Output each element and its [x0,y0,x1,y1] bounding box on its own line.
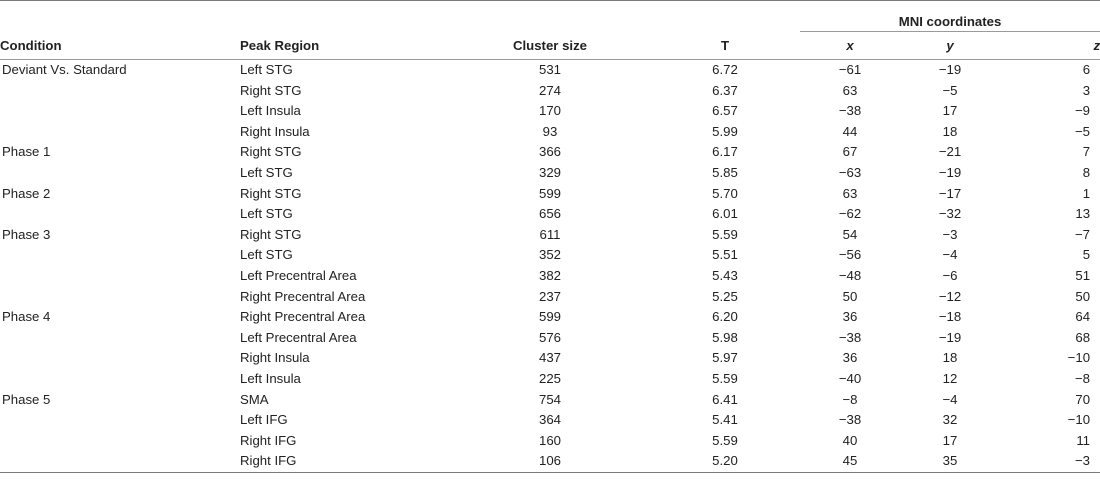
cluster-size-cell: 170 [538,103,561,119]
table-row [0,410,1100,431]
condition-cell: Deviant Vs. Standard [2,62,127,77]
peak-region-cell: Right Precentral Area [240,309,366,325]
z-coordinate-cell: −8 [1074,370,1091,386]
peak-region-cell: Right STG [240,226,302,242]
cluster-size-cell: 599 [538,185,561,201]
peak-region-cell: Right Insula [240,123,310,139]
x-coordinate-cell: −38 [838,329,862,345]
t-value-cell: 6.01 [712,206,738,222]
t-value-cell: 5.59 [712,432,738,448]
peak-region-cell: Right STG [240,144,302,160]
peak-region-header: Peak Region [240,32,450,60]
peak-region-cell: Left Insula [240,370,301,386]
condition-cell [0,266,240,287]
cluster-size-cell: 611 [539,226,561,242]
x-coordinate-cell: 36 [842,309,858,325]
cluster-size-cell: 225 [538,370,561,386]
z-coordinate-cell: 68 [1075,329,1091,345]
z-coordinate-cell: 6 [1082,62,1091,77]
y-coordinate-cell: −4 [942,391,958,407]
x-coordinate-cell: −48 [838,267,862,283]
y-coordinate-cell: 32 [942,412,958,428]
cluster-size-header: Cluster size [450,32,650,60]
z-coordinate-cell: 7 [1082,144,1091,160]
x-coordinate-cell: 40 [842,432,858,448]
x-header: x [800,32,900,60]
y-coordinate-cell: 12 [942,370,958,386]
cluster-size-cell: 366 [538,144,561,160]
condition-cell [0,348,240,369]
condition-cell [0,81,240,102]
condition-cell [0,101,240,122]
peak-region-cell: SMA [240,391,269,407]
x-coordinate-cell: 50 [842,288,858,304]
x-coordinate-cell: −63 [838,164,862,180]
table-row [0,81,1100,102]
condition-cell: Phase 4 [2,309,51,325]
cluster-size-cell: 576 [538,329,561,345]
t-header: T [650,32,800,60]
t-value-cell: 5.51 [712,247,738,263]
table-row [0,307,1100,328]
cluster-size-cell: 237 [538,288,561,304]
z-coordinate-cell: −10 [1067,350,1091,366]
z-coordinate-cell: −10 [1067,412,1091,428]
cluster-size-cell: 531 [538,62,561,77]
x-coordinate-cell: 63 [842,82,858,98]
mni-coordinates-header: MNI coordinates [800,1,1100,32]
y-coordinate-cell: −17 [938,185,962,201]
condition-cell [0,369,240,390]
cluster-size-cell: 437 [538,350,561,366]
t-value-cell: 5.70 [712,185,738,201]
t-value-cell: 6.72 [712,62,738,77]
t-value-cell: 6.37 [712,82,738,98]
y-coordinate-cell: −6 [942,267,958,283]
table-row [0,348,1100,369]
peak-region-cell: Left Precentral Area [240,329,357,345]
x-coordinate-cell: −61 [838,62,862,77]
peak-region-cell: Left STG [240,206,293,222]
condition-cell: Phase 2 [2,185,51,201]
table-row [0,328,1100,349]
table-row [0,287,1100,308]
x-coordinate-cell: 44 [842,123,858,139]
table-row [0,101,1100,122]
t-value-cell: 6.57 [712,103,738,119]
t-value-cell: 6.17 [712,144,738,160]
x-coordinate-cell: 67 [842,144,858,160]
peak-region-cell: Left STG [240,164,293,180]
peak-region-cell: Left STG [240,62,293,77]
peak-region-cell: Left STG [240,247,293,263]
condition-cell [0,431,240,452]
t-value-cell: 5.25 [712,288,738,304]
condition-cell [0,204,240,225]
peak-region-cell: Right IFG [240,432,297,448]
peak-region-cell: Right Insula [240,350,310,366]
cluster-size-cell: 106 [450,451,650,472]
condition-cell [0,451,240,472]
t-value-cell: 5.99 [712,123,738,139]
cluster-size-cell: 93 [542,123,558,139]
cluster-size-cell: 160 [538,432,561,448]
peak-region-cell: Left Insula [240,103,301,119]
cluster-size-cell: 329 [538,164,561,180]
peak-region-cell: Right IFG [240,451,450,472]
z-coordinate-cell: 64 [1075,309,1091,325]
t-value-cell: 5.20 [650,451,800,472]
t-value-cell: 5.85 [712,164,738,180]
condition-cell [0,122,240,143]
cluster-size-cell: 352 [538,247,561,263]
x-coordinate-cell: −62 [838,206,862,222]
condition-cell [0,245,240,266]
table-body [0,60,1100,473]
t-value-cell: 6.20 [712,309,738,325]
x-coordinate-cell: 63 [842,185,858,201]
z-coordinate-cell: −7 [1074,226,1091,242]
table-row [0,122,1100,143]
y-coordinate-cell: 35 [900,451,1000,472]
cluster-size-cell: 274 [538,82,561,98]
t-value-cell: 5.59 [712,370,738,386]
t-value-cell: 5.98 [712,329,738,345]
t-value-cell: 5.97 [712,350,738,366]
z-header: z [1000,32,1100,60]
table-header [0,1,1100,60]
table-row [0,266,1100,287]
condition-cell: Phase 5 [2,391,51,407]
peak-region-cell: Right STG [240,185,302,201]
table-row [0,142,1100,163]
y-coordinate-cell: 18 [942,350,958,366]
z-coordinate-cell: 8 [1082,164,1091,180]
z-coordinate-cell: 5 [1082,247,1091,263]
cluster-size-cell: 382 [538,267,561,283]
condition-cell [0,287,240,308]
peak-region-cell: Left IFG [240,412,288,428]
table-row [0,60,1100,81]
table-row [0,390,1100,411]
x-coordinate-cell: −8 [842,391,858,407]
z-coordinate-cell: 51 [1075,267,1091,283]
x-coordinate-cell: 54 [842,226,858,242]
y-coordinate-cell: −5 [942,82,958,98]
condition-cell: Phase 3 [2,226,51,242]
table-row [0,431,1100,452]
peak-region-cell: Right Precentral Area [240,288,366,304]
y-coordinate-cell: 18 [942,123,958,139]
table-row [0,204,1100,225]
z-coordinate-cell: 11 [1076,432,1091,448]
t-value-cell: 5.41 [712,412,738,428]
y-coordinate-cell: −12 [938,288,962,304]
z-coordinate-cell: 50 [1075,288,1091,304]
y-coordinate-cell: −19 [938,329,962,345]
z-coordinate-cell: −9 [1074,103,1091,119]
table-row [0,184,1100,205]
y-coordinate-cell: 17 [942,432,958,448]
peak-region-cell: Right STG [240,82,302,98]
y-coordinate-cell: −4 [942,247,958,263]
z-coordinate-cell: −3 [1000,451,1100,472]
t-value-cell: 5.43 [712,267,738,283]
y-coordinate-cell: −19 [938,62,962,77]
x-coordinate-cell: 45 [800,451,900,472]
cluster-size-cell: 656 [538,206,561,222]
table-row [0,451,1100,472]
cluster-size-cell: 599 [538,309,561,325]
t-value-cell: 5.59 [712,226,738,242]
peak-region-cell: Left Precentral Area [240,267,357,283]
condition-cell [0,328,240,349]
y-coordinate-cell: −32 [938,206,962,222]
table-row [0,369,1100,390]
x-coordinate-cell: −40 [838,370,862,386]
y-header: y [900,32,1000,60]
table-row [0,225,1100,246]
y-coordinate-cell: 17 [942,103,958,119]
z-coordinate-cell: −5 [1074,123,1091,139]
z-coordinate-cell: 1 [1082,185,1091,201]
x-coordinate-cell: 36 [842,350,858,366]
condition-header: Condition [0,32,240,60]
z-coordinate-cell: 70 [1075,391,1091,407]
z-coordinate-cell: 13 [1075,206,1091,222]
condition-cell [0,163,240,184]
table-row [0,163,1100,184]
x-coordinate-cell: −38 [838,412,862,428]
table-row [0,245,1100,266]
x-coordinate-cell: −56 [838,247,862,263]
y-coordinate-cell: −19 [938,164,962,180]
condition-cell [0,410,240,431]
t-value-cell: 6.41 [712,391,738,407]
z-coordinate-cell: 3 [1082,82,1091,98]
x-coordinate-cell: −38 [838,103,862,119]
header-columns-row [0,32,1100,60]
y-coordinate-cell: −21 [938,144,962,160]
y-coordinate-cell: −18 [938,309,962,325]
condition-cell: Phase 1 [2,144,51,160]
header-group-row [0,1,1100,32]
y-coordinate-cell: −3 [942,226,958,242]
cluster-size-cell: 364 [538,412,561,428]
cluster-size-cell: 754 [538,391,561,407]
